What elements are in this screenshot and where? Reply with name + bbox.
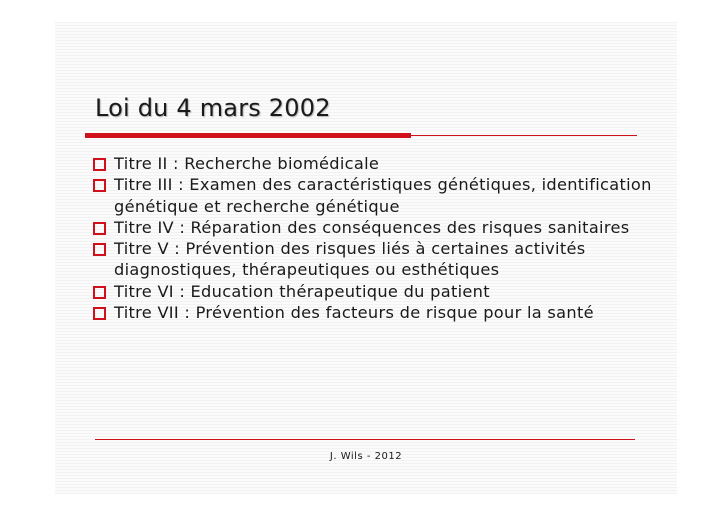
title-underline-thin	[411, 135, 637, 136]
slide-footer: J. Wils - 2012	[329, 451, 403, 462]
slide	[55, 22, 677, 494]
bullet-item	[85, 153, 655, 174]
hollow-square-icon	[93, 222, 106, 235]
footer-divider	[95, 439, 635, 440]
bullet-text: Titre VI : Education thérapeutique du patient	[114, 281, 490, 301]
hollow-square-icon	[93, 243, 106, 256]
hollow-square-icon	[93, 307, 106, 320]
bullet-text: Titre III : Examen des caractéristiques génétiques, identification génétique et recherche génétique	[114, 175, 652, 216]
bullet-text: Titre V : Prévention des risques liés à certaines activités diagnostiques, thérapeutiques ou esthétiques	[114, 239, 586, 280]
bullet-list	[85, 153, 655, 323]
slide-title: Loi du 4 mars 2002	[95, 94, 331, 122]
bullet-item	[85, 217, 655, 238]
hollow-square-icon	[93, 158, 106, 171]
bullet-text: Titre IV : Réparation des conséquences des risques sanitaires	[114, 217, 630, 237]
bullet-item	[85, 238, 655, 281]
hollow-square-icon	[93, 179, 106, 192]
title-underline-thick	[85, 133, 411, 138]
hollow-square-icon	[93, 286, 106, 299]
bullet-item	[85, 174, 655, 217]
bullet-item	[85, 302, 655, 323]
bullet-text: Titre VII : Prévention des facteurs de risque pour la santé	[114, 303, 594, 323]
bullet-item	[85, 281, 655, 302]
bullet-text: Titre II : Recherche biomédicale	[114, 154, 380, 173]
